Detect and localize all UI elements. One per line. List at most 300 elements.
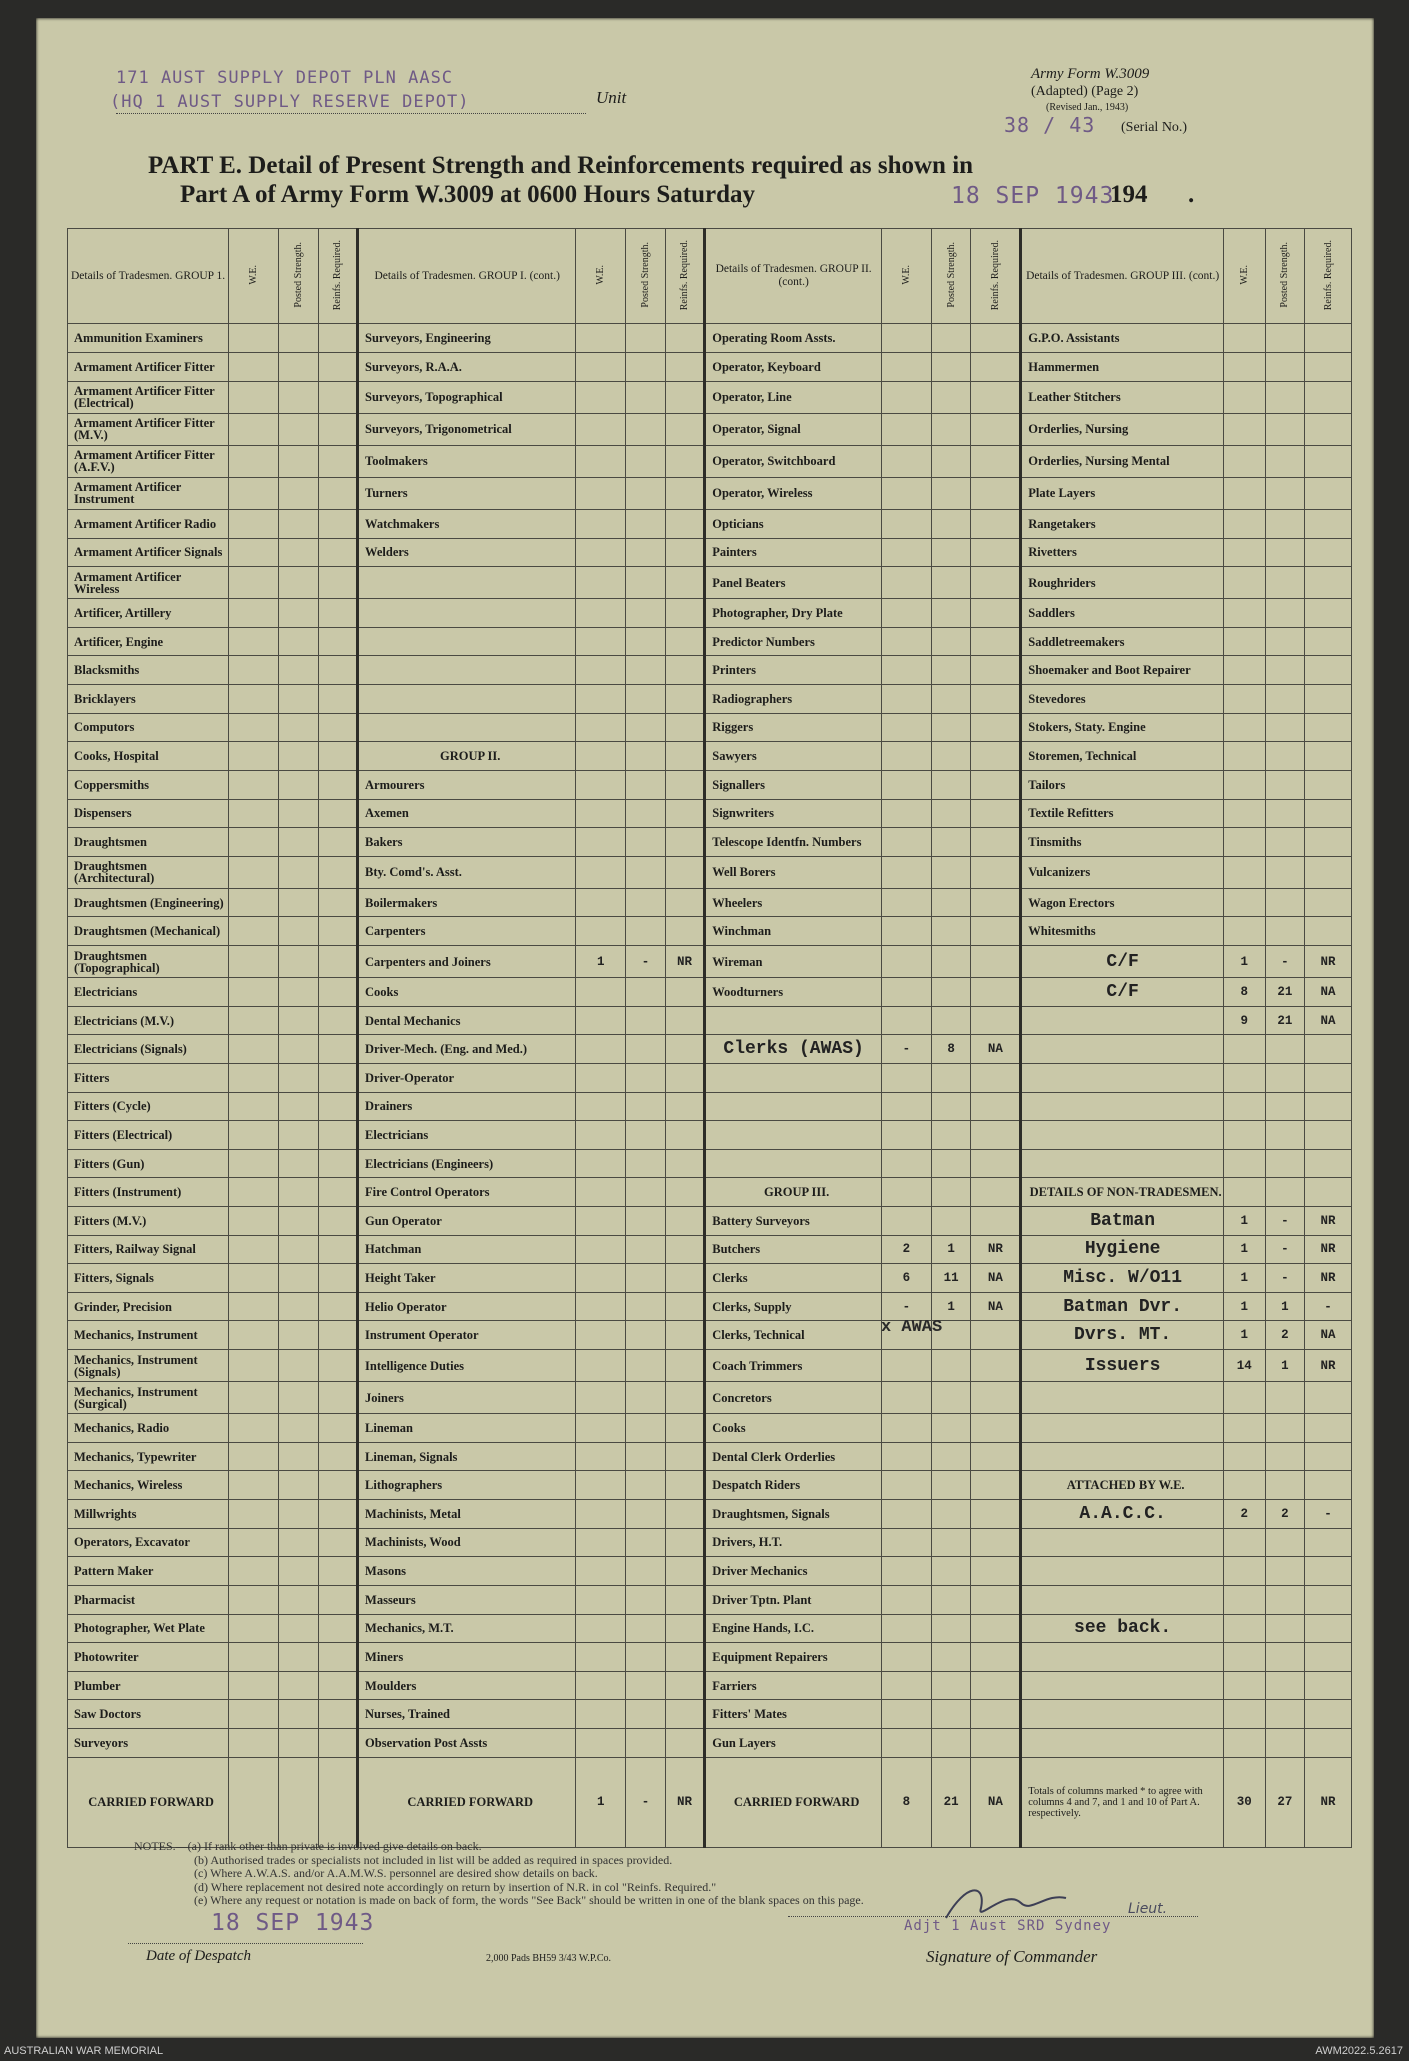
value-cell <box>931 1149 971 1178</box>
value-cell <box>931 1528 971 1557</box>
value-cell <box>971 352 1021 381</box>
value-cell <box>881 567 931 599</box>
column-header-we-text: W.E. <box>900 264 912 285</box>
trade-label: Printers <box>705 656 882 685</box>
trade-label: Rivetters <box>1021 538 1224 567</box>
value-cell <box>1265 1528 1305 1557</box>
value-cell <box>931 413 971 445</box>
value-cell <box>931 599 971 628</box>
serial-number: 38 / 43 <box>1004 113 1096 137</box>
value-cell <box>626 1500 666 1529</box>
value-cell <box>626 917 666 946</box>
value-cell <box>931 1471 971 1500</box>
value-cell <box>665 799 705 828</box>
carried-forward-value <box>279 1757 319 1847</box>
value-cell <box>576 1092 626 1121</box>
value-cell <box>931 1700 971 1729</box>
trade-label: Whitesmiths <box>1021 917 1224 946</box>
value-cell: 9 <box>1224 1006 1266 1035</box>
value-cell <box>626 978 666 1007</box>
carried-forward-value: - <box>626 1757 666 1847</box>
value-cell <box>1305 1528 1352 1557</box>
trade-label: Winchman <box>705 917 882 946</box>
table-row <box>68 1178 1352 1207</box>
table-row <box>68 713 1352 742</box>
value-cell: - <box>1265 1264 1305 1293</box>
trade-label: Mechanics, Radio <box>68 1414 229 1443</box>
form-revised: (Revised Jan., 1943) <box>1046 102 1129 113</box>
value-cell <box>318 713 358 742</box>
table-row <box>68 770 1352 799</box>
value-cell <box>576 1585 626 1614</box>
column-header-reinf <box>318 229 358 324</box>
value-cell <box>318 799 358 828</box>
table-row <box>68 917 1352 946</box>
trade-label: Dispensers <box>68 799 229 828</box>
value-cell <box>626 1414 666 1443</box>
value-cell <box>576 1178 626 1207</box>
column-header-we <box>881 229 931 324</box>
value-cell <box>318 1471 358 1500</box>
value-cell <box>1224 1585 1266 1614</box>
value-cell <box>1305 1471 1352 1500</box>
value-cell <box>1265 509 1305 538</box>
value-cell <box>229 713 279 742</box>
value-cell <box>881 1528 931 1557</box>
value-cell <box>1265 324 1305 353</box>
trade-label: Photographer, Wet Plate <box>68 1614 229 1643</box>
value-cell: NR <box>1305 1264 1352 1293</box>
value-cell <box>665 352 705 381</box>
value-cell <box>1265 856 1305 888</box>
trade-label: Hygiene <box>1021 1235 1224 1264</box>
trade-label: Draughtsmen (Topographical) <box>68 946 229 978</box>
value-cell <box>1265 1471 1305 1500</box>
value-cell <box>279 509 319 538</box>
value-cell <box>971 1643 1021 1672</box>
trade-label: Electricians <box>68 978 229 1007</box>
value-cell <box>1224 1671 1266 1700</box>
value-cell <box>931 1063 971 1092</box>
trade-label: ATTACHED BY W.E. <box>1021 1471 1224 1500</box>
value-cell <box>971 742 1021 771</box>
value-cell <box>665 1035 705 1064</box>
table-row <box>68 1500 1352 1529</box>
value-cell <box>971 1382 1021 1414</box>
value-cell <box>931 1006 971 1035</box>
value-cell <box>931 946 971 978</box>
value-cell <box>665 1321 705 1350</box>
value-cell <box>229 567 279 599</box>
value-cell <box>931 888 971 917</box>
value-cell <box>318 1149 358 1178</box>
trade-label: Fitters (M.V.) <box>68 1207 229 1236</box>
form-sheet <box>36 18 1374 2038</box>
trade-label <box>1021 1149 1224 1178</box>
column-header-we-text: W.E. <box>248 264 260 285</box>
trade-label: Observation Post Assts <box>358 1728 576 1757</box>
value-cell <box>665 413 705 445</box>
value-cell <box>1224 1382 1266 1414</box>
value-cell <box>1224 799 1266 828</box>
value-cell <box>881 1382 931 1414</box>
value-cell <box>626 685 666 714</box>
value-cell <box>318 1382 358 1414</box>
value-cell <box>1224 713 1266 742</box>
form-adapted: (Adapted) (Page 2) <box>1031 84 1139 99</box>
trade-label <box>358 599 576 628</box>
value-cell <box>318 1006 358 1035</box>
value-cell <box>971 1500 1021 1529</box>
value-cell <box>279 352 319 381</box>
trade-label <box>705 1006 882 1035</box>
table-row <box>68 1063 1352 1092</box>
value-cell <box>881 1442 931 1471</box>
trade-label: Armourers <box>358 770 576 799</box>
value-cell <box>1224 1178 1266 1207</box>
value-cell <box>1224 538 1266 567</box>
table-row <box>68 946 1352 978</box>
trade-label: Engine Hands, I.C. <box>705 1614 882 1643</box>
value-cell <box>576 1471 626 1500</box>
trade-label: Drainers <box>358 1092 576 1121</box>
table-row <box>68 1414 1352 1443</box>
value-cell <box>279 1557 319 1586</box>
value-cell <box>971 917 1021 946</box>
value-cell <box>1305 477 1352 509</box>
value-cell <box>279 1264 319 1293</box>
value-cell <box>576 538 626 567</box>
value-cell <box>971 1121 1021 1150</box>
value-cell <box>279 1614 319 1643</box>
value-cell <box>229 1178 279 1207</box>
value-cell <box>318 538 358 567</box>
value-cell <box>1305 656 1352 685</box>
trade-label: Saddlers <box>1021 599 1224 628</box>
value-cell <box>1224 1557 1266 1586</box>
value-cell <box>576 713 626 742</box>
column-header-posted-text: Posted Strength. <box>1279 241 1291 308</box>
value-cell <box>665 1700 705 1729</box>
value-cell <box>279 1292 319 1321</box>
value-cell <box>1224 1414 1266 1443</box>
value-cell <box>279 770 319 799</box>
value-cell <box>881 1700 931 1729</box>
value-cell <box>971 1528 1021 1557</box>
value-cell <box>1305 799 1352 828</box>
value-cell <box>665 324 705 353</box>
footer-right: AWM2022.5.2617 <box>1315 2045 1403 2057</box>
header-row <box>68 229 1352 324</box>
trade-label: Grinder, Precision <box>68 1292 229 1321</box>
value-cell <box>279 1149 319 1178</box>
value-cell <box>229 538 279 567</box>
table-row <box>68 1528 1352 1557</box>
value-cell <box>626 1557 666 1586</box>
value-cell <box>971 445 1021 477</box>
value-cell <box>1224 656 1266 685</box>
value-cell <box>279 742 319 771</box>
value-cell <box>279 1500 319 1529</box>
trade-label: Clerks, Supply <box>705 1292 882 1321</box>
value-cell <box>576 1350 626 1382</box>
value-cell <box>881 1178 931 1207</box>
value-cell <box>576 1728 626 1757</box>
value-cell <box>1224 599 1266 628</box>
trade-label: Surveyors <box>68 1728 229 1757</box>
trade-label: Draughtsmen (Mechanical) <box>68 917 229 946</box>
value-cell <box>971 828 1021 857</box>
carried-forward-value: NA <box>971 1757 1021 1847</box>
value-cell <box>279 1528 319 1557</box>
trade-label: Fitters' Mates <box>705 1700 882 1729</box>
trade-label: Driver Mechanics <box>705 1557 882 1586</box>
value-cell <box>279 1414 319 1443</box>
trade-label: Fire Control Operators <box>358 1178 576 1207</box>
unit-stamp-line2: (HQ 1 AUST SUPPLY RESERVE DEPOT) <box>110 92 470 112</box>
value-cell <box>1305 917 1352 946</box>
trade-label: Radiographers <box>705 685 882 714</box>
value-cell <box>881 627 931 656</box>
value-cell <box>881 742 931 771</box>
column-header-g3c: Details of Tradesmen. GROUP III. (cont.) <box>1021 229 1224 324</box>
trade-label: Vulcanizers <box>1021 856 1224 888</box>
trade-label: Mechanics, Wireless <box>68 1471 229 1500</box>
table-row <box>68 567 1352 599</box>
value-cell: NA <box>971 1292 1021 1321</box>
value-cell <box>1265 917 1305 946</box>
trade-label: Shoemaker and Boot Repairer <box>1021 656 1224 685</box>
value-cell <box>665 538 705 567</box>
trade-label: Plate Layers <box>1021 477 1224 509</box>
value-cell <box>318 1414 358 1443</box>
value-cell <box>576 567 626 599</box>
value-cell <box>665 381 705 413</box>
value-cell: 1 <box>931 1235 971 1264</box>
value-cell <box>931 381 971 413</box>
trade-label: Cooks <box>705 1414 882 1443</box>
value-cell <box>279 1035 319 1064</box>
value-cell <box>626 1382 666 1414</box>
value-cell <box>665 1264 705 1293</box>
value-cell <box>931 856 971 888</box>
despatch-date-stamp: 18 SEP 1943 <box>211 1910 375 1936</box>
value-cell <box>576 477 626 509</box>
note-c: (c) Where A.W.A.S. and/or A.A.M.W.S. personnel are desired show details on back. <box>194 1866 598 1880</box>
column-header-posted-text: Posted Strength. <box>640 241 651 308</box>
value-cell <box>881 324 931 353</box>
value-cell <box>1305 1585 1352 1614</box>
trade-label: Millwrights <box>68 1500 229 1529</box>
value-cell <box>1224 1035 1266 1064</box>
value-cell <box>318 1207 358 1236</box>
trade-label: Operator, Keyboard <box>705 352 882 381</box>
value-cell: NR <box>665 946 705 978</box>
value-cell <box>1224 828 1266 857</box>
value-cell <box>931 1442 971 1471</box>
value-cell <box>1305 1121 1352 1150</box>
value-cell <box>626 799 666 828</box>
trade-label: Riggers <box>705 713 882 742</box>
table-row <box>68 1557 1352 1586</box>
trade-label <box>358 656 576 685</box>
value-cell: - <box>881 1035 931 1064</box>
value-cell <box>576 1442 626 1471</box>
value-cell <box>318 1264 358 1293</box>
value-cell: 14 <box>1224 1350 1266 1382</box>
value-cell <box>576 1528 626 1557</box>
trade-label: Artificer, Engine <box>68 627 229 656</box>
value-cell <box>626 1035 666 1064</box>
value-cell <box>1224 1471 1266 1500</box>
value-cell: - <box>1305 1292 1352 1321</box>
value-cell <box>318 742 358 771</box>
signature-line <box>788 1916 1198 1917</box>
trade-label: Surveyors, Trigonometrical <box>358 413 576 445</box>
value-cell <box>665 1585 705 1614</box>
value-cell <box>229 1006 279 1035</box>
column-header-g1: Details of Tradesmen. GROUP 1. <box>68 229 229 324</box>
trade-label: Lineman, Signals <box>358 1442 576 1471</box>
table-row <box>68 1700 1352 1729</box>
value-cell <box>881 477 931 509</box>
trade-label: GROUP III. <box>705 1178 882 1207</box>
value-cell <box>665 1442 705 1471</box>
value-cell <box>626 656 666 685</box>
notes <box>134 1840 864 1908</box>
trade-label <box>1021 1557 1224 1586</box>
value-cell <box>665 1643 705 1672</box>
value-cell <box>1305 509 1352 538</box>
value-cell <box>229 324 279 353</box>
value-cell <box>279 1350 319 1382</box>
trade-label: Mechanics, Instrument (Signals) <box>68 1350 229 1382</box>
value-cell <box>665 770 705 799</box>
value-cell <box>931 1585 971 1614</box>
trade-label: Mechanics, Instrument (Surgical) <box>68 1382 229 1414</box>
value-cell <box>229 381 279 413</box>
value-cell <box>279 856 319 888</box>
trade-label: Painters <box>705 538 882 567</box>
trade-label <box>1021 1528 1224 1557</box>
value-cell <box>931 1092 971 1121</box>
trade-label: Operator, Signal <box>705 413 882 445</box>
value-cell <box>229 888 279 917</box>
trade-label: Dvrs. MT. <box>1021 1321 1224 1350</box>
value-cell <box>626 713 666 742</box>
trade-label: Driver-Operator <box>358 1063 576 1092</box>
value-cell <box>626 324 666 353</box>
value-cell <box>576 888 626 917</box>
value-cell <box>1305 828 1352 857</box>
value-cell <box>881 538 931 567</box>
value-cell <box>971 888 1021 917</box>
value-cell <box>318 413 358 445</box>
value-cell <box>318 1121 358 1150</box>
trade-label: Rangetakers <box>1021 509 1224 538</box>
value-cell <box>665 1207 705 1236</box>
trade-label <box>705 1063 882 1092</box>
column-header-posted <box>1265 229 1305 324</box>
unit-dotted-line <box>116 113 586 114</box>
trade-label: Armament Artificer Fitter (Electrical) <box>68 381 229 413</box>
value-cell <box>318 770 358 799</box>
value-cell <box>576 1035 626 1064</box>
value-cell: - <box>1265 1207 1305 1236</box>
value-cell <box>665 1006 705 1035</box>
trade-label: Computors <box>68 713 229 742</box>
date-stamp: 18 SEP 1943 <box>951 183 1115 209</box>
value-cell: 21 <box>1265 1006 1305 1035</box>
value-cell <box>1224 1614 1266 1643</box>
value-cell <box>1224 1121 1266 1150</box>
trade-label <box>1021 1382 1224 1414</box>
value-cell: NA <box>971 1035 1021 1064</box>
value-cell <box>318 1292 358 1321</box>
trade-label: Storemen, Technical <box>1021 742 1224 771</box>
value-cell <box>931 713 971 742</box>
trade-label: Issuers <box>1021 1350 1224 1382</box>
trade-label: Despatch Riders <box>705 1471 882 1500</box>
value-cell <box>279 888 319 917</box>
value-cell <box>279 685 319 714</box>
value-cell <box>318 1671 358 1700</box>
value-cell <box>931 1728 971 1757</box>
value-cell <box>881 1414 931 1443</box>
trade-label: Stokers, Staty. Engine <box>1021 713 1224 742</box>
value-cell: 2 <box>881 1235 931 1264</box>
value-cell: 2 <box>1265 1500 1305 1529</box>
value-cell <box>318 1614 358 1643</box>
value-cell: NA <box>1305 1321 1352 1350</box>
trade-label: Coach Trimmers <box>705 1350 882 1382</box>
value-cell <box>931 567 971 599</box>
trade-label <box>1021 1643 1224 1672</box>
value-cell <box>229 627 279 656</box>
value-cell: - <box>1265 946 1305 978</box>
value-cell <box>665 713 705 742</box>
value-cell <box>931 445 971 477</box>
value-cell <box>229 1700 279 1729</box>
value-cell <box>576 1149 626 1178</box>
trade-label <box>1021 1585 1224 1614</box>
value-cell <box>626 509 666 538</box>
value-cell <box>279 1321 319 1350</box>
value-cell <box>626 627 666 656</box>
value-cell <box>279 1207 319 1236</box>
signature-label: Signature of Commander <box>926 1947 1098 1966</box>
value-cell <box>1305 1442 1352 1471</box>
value-cell <box>971 770 1021 799</box>
value-cell: NA <box>971 1264 1021 1293</box>
trade-label: Moulders <box>358 1671 576 1700</box>
value-cell <box>576 1235 626 1264</box>
value-cell <box>279 599 319 628</box>
value-cell <box>971 1614 1021 1643</box>
value-cell <box>229 1528 279 1557</box>
value-cell <box>229 1414 279 1443</box>
value-cell: - <box>881 1292 931 1321</box>
carried-forward-label: CARRIED FORWARD <box>68 1757 229 1847</box>
value-cell <box>1305 381 1352 413</box>
value-cell <box>1265 888 1305 917</box>
value-cell <box>626 599 666 628</box>
table-row <box>68 1382 1352 1414</box>
value-cell <box>931 1643 971 1672</box>
note-a: NOTES.—(a) If rank other than private is involved give details on back. <box>134 1839 482 1853</box>
value-cell <box>626 1235 666 1264</box>
value-cell <box>229 828 279 857</box>
